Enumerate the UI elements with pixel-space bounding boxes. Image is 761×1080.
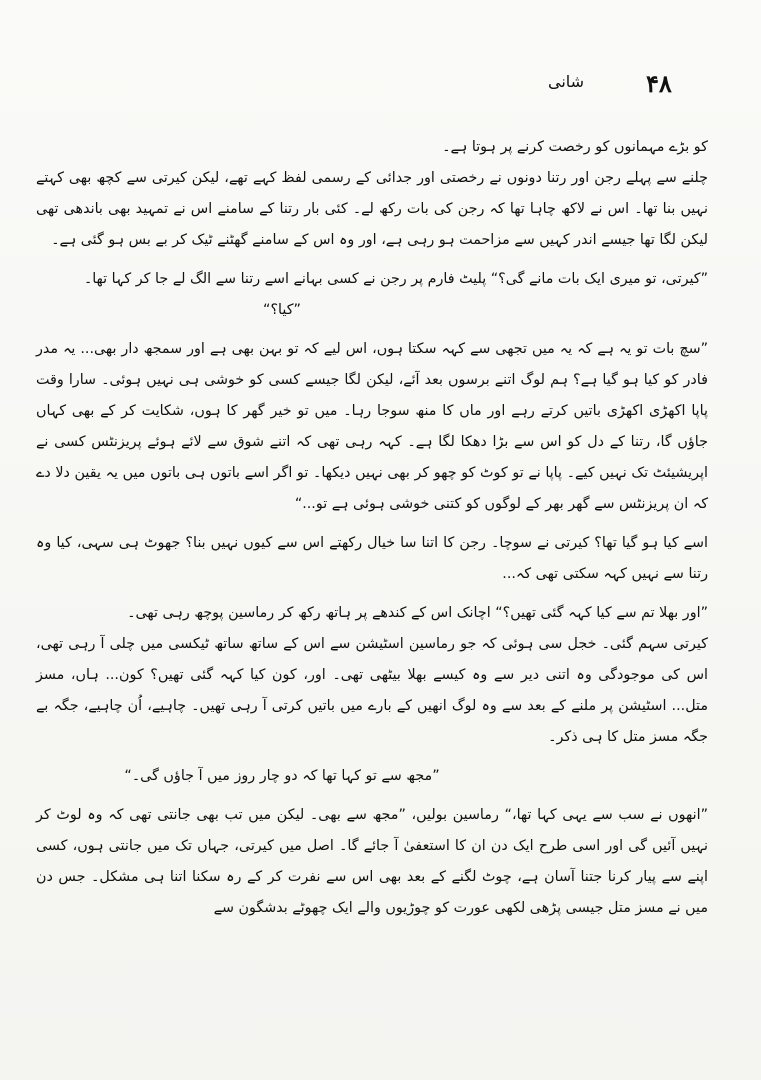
paragraph-4: ”کیا؟“	[263, 302, 301, 318]
paragraph-7: ”اور بھلا تم سے کیا کہہ گئی تھیں؟“ اچانک اس کے کندھے پر ہاتھ رکھ کر رماسین پوچھ رہی تھی۔	[127, 605, 708, 621]
page-number: ۴۸	[646, 69, 672, 98]
paragraph-6: اسے کیا ہو گیا تھا؟ کیرتی نے سوچا۔ رجن کا اتنا سا خیال رکھتے اس سے کیوں نہیں بنا؟ جھوٹ ہی سہی، کیا وہ رتنا سے نہیں کہہ سکتی تھی کہ...	[36, 535, 708, 582]
page-header	[0, 69, 761, 102]
paragraph-2: چلنے سے پہلے رجن اور رتنا دونوں نے رخصتی اور جدائی کے رسمی لفظ کہے تھے، لیکن کیرتی سے کچھ بھی کہتے نہیں بنا تھا۔ اس نے لاکھ چاہا تھا کہ رجن کی بات رکھ لے۔ کئی بار رتنا کے سامنے اس نے تمہید بھی باندھی تھی لیکن لگا تھا جیسے اندر کہیں سے مزاحمت ہو رہی ہے، اور وہ اس کے سامنے گھٹنے ٹیک کر بے بس ہو گئی ہے۔	[36, 170, 708, 248]
page-body	[36, 132, 708, 924]
paragraph-8: کیرتی سہم گئی۔ خجل سی ہوئی کہ جو رماسین اسٹیشن سے اس کے ساتھ ساتھ ٹیکسی میں چلی آ رہی تھی، اس کی موجودگی وہ اتنی دیر سے وہ کیسے بھلا بیٹھی تھی۔ اور، کون کیا کہہ گئی تھیں؟ کون... ہاں، مسز متل... اسٹیشن پر ملنے کے بعد سے وہ لوگ انھیں کے بارے میں باتیں کرتی آ رہی تھیں۔ چاہیے، اُن چاہیے، جگہ بے جگہ مسز متل کا ہی ذکر۔	[36, 636, 708, 745]
paragraph-1: کو بڑے مہمانوں کو رخصت کرنے پر ہوتا ہے۔	[442, 139, 708, 155]
running-title: شانی	[548, 72, 585, 91]
paragraph-9: ”مجھ سے تو کہا تھا کہ دو چار روز میں آ جاؤں گی۔“	[124, 768, 440, 784]
paragraph-3: ”کیرتی، تو میری ایک بات مانے گی؟“ پلیٹ فارم پر رجن نے کسی بہانے اسے رتنا سے الگ لے جا کر کہا تھا۔	[83, 271, 708, 287]
paragraph-10: ”انھوں نے سب سے یہی کہا تھا،“ رماسین بولیں، ”مجھ سے بھی۔ لیکن میں تب بھی جانتی تھی کہ وہ لوٹ کر نہیں آئیں گی اور اسی طرح ایک دن ان کا استعفیٰ آ جائے گا۔ اصل میں کیرتی، جہاں تک میں جانتی ہوں، کسی اپنے سے پیار کرنا جتنا آسان ہے، چوٹ لگنے کے بعد بھی اس سے نفرت کر کے رہ سکنا اتنا ہی مشکل۔ جس دن میں نے مسز متل جیسی پڑھی لکھی عورت کو چوڑیوں والے ایک چھوٹے بدشگون سے	[36, 807, 708, 916]
paragraph-5: ”سچ بات تو یہ ہے کہ یہ میں تجھی سے کہہ سکتا ہوں، اس لیے کہ تو بہن بھی ہے اور سمجھ دار بھی... یہ مدر فادر کو کیا ہو گیا ہے؟ ہم لوگ اتنے برسوں بعد آئے، لیکن لگا جیسے کسی کو خوشی ہی نہیں ہوئی۔ سارا وقت پاپا اکھڑی اکھڑی باتیں کرتے رہے اور ماں کا منھ سوجا رہا۔ میں تو خیر گھر کا ہوں، شکایت کر کے بھی کہاں جاؤں گا، رتنا کے دل کو اس سے بڑا دھکا لگا ہے۔ کہہ رہی تھی کہ اتنے شوق سے لائے ہوئے پریزنٹس کسی نے اپریشیئٹ تک نہیں کیے۔ پاپا نے تو کوٹ کو چھو کر بھی نہیں دیکھا۔ تو اگر اسے باتوں ہی باتوں میں یہ یقین دلا دے کہ ان پریزنٹس سے گھر بھر کے لوگوں کو کتنی خوشی ہوئی ہے تو...“	[36, 341, 708, 512]
